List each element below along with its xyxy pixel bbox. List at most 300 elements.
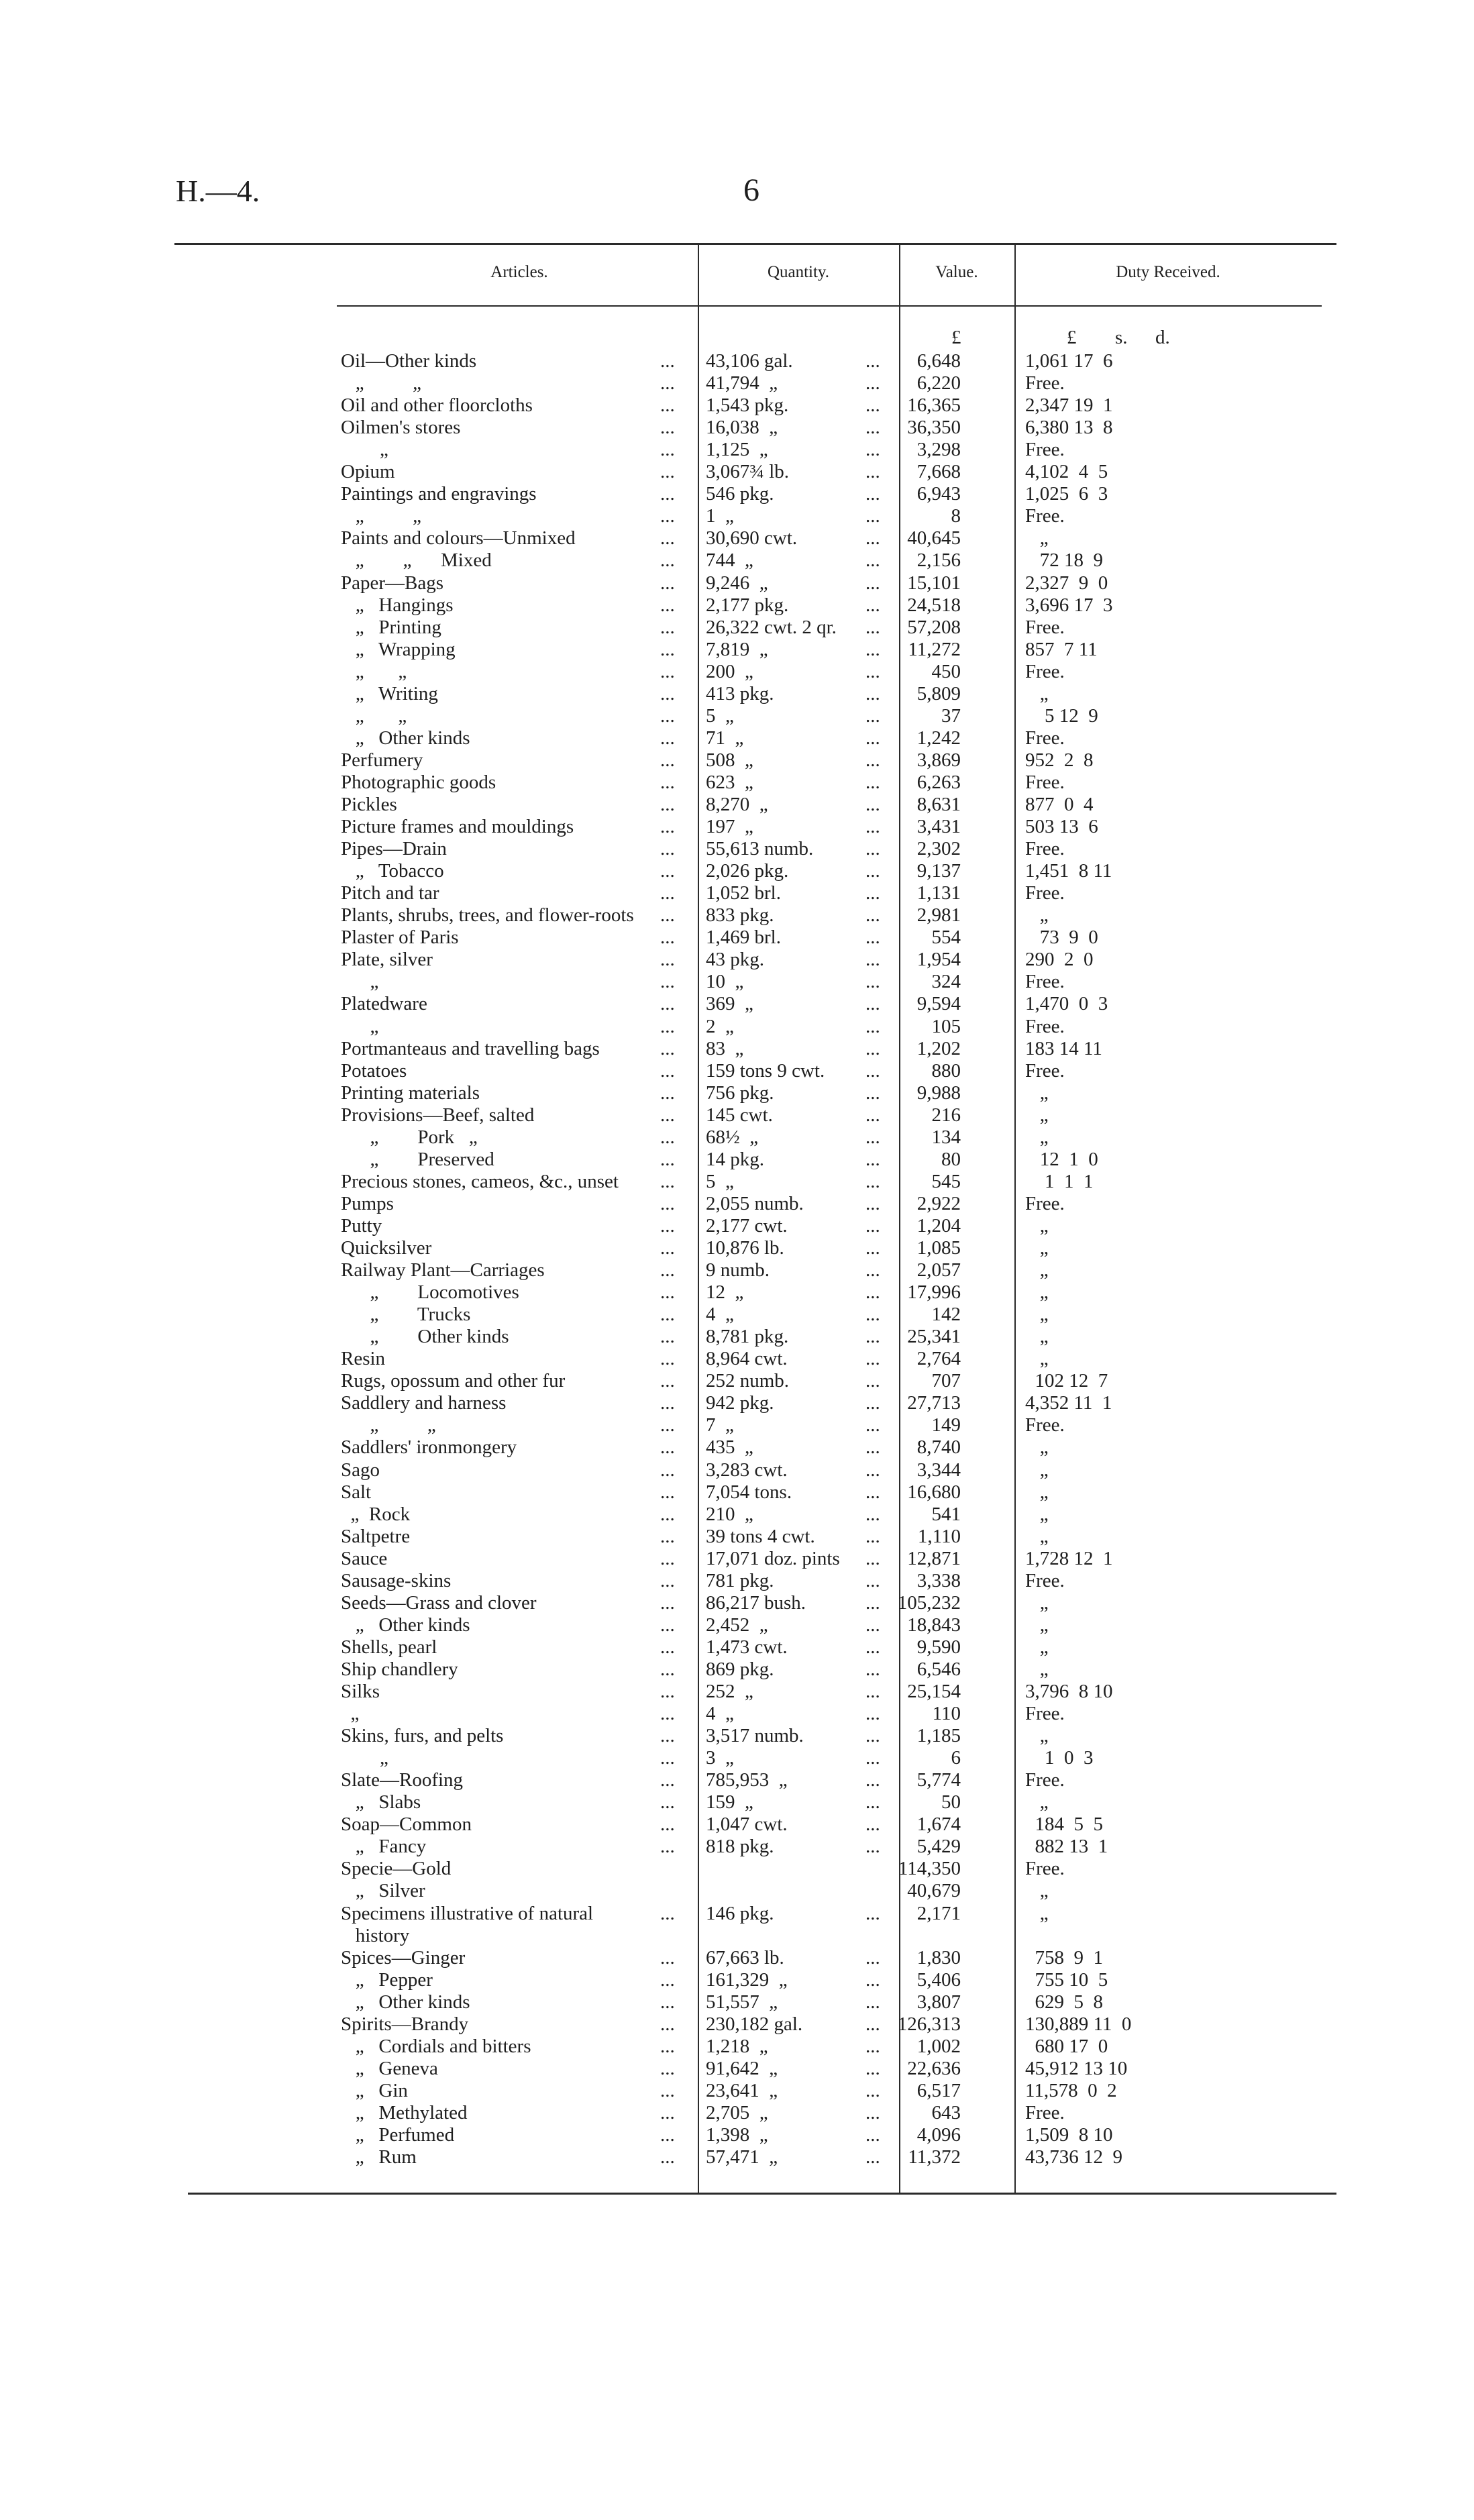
- duty-cell: 4,102 4 5: [1025, 461, 1108, 482]
- leader-dots: ...: [865, 1548, 880, 1569]
- article-name: Oilmen's stores: [341, 417, 461, 438]
- table-row: [0, 1769, 1474, 1791]
- quantity-cell: 756 pkg.: [706, 1082, 774, 1104]
- value-cell: 8: [951, 505, 961, 527]
- table-row: [0, 1614, 1474, 1636]
- leader-dots: ...: [865, 2102, 880, 2123]
- duty-cell: „: [1025, 1791, 1049, 1813]
- quantity-cell: 39 tons 4 cwt.: [706, 1526, 815, 1547]
- duty-cell: Free.: [1025, 882, 1065, 904]
- quantity-cell: 1,398 „: [706, 2124, 768, 2146]
- leader-dots: ...: [865, 461, 880, 482]
- article-name: „ Silver: [341, 1880, 425, 1901]
- leader-dots: ...: [865, 1769, 880, 1791]
- article-name: „ Other kinds: [341, 1991, 470, 2013]
- leader-dots: ...: [865, 971, 880, 992]
- article-name: Railway Plant—Carriages: [341, 1259, 545, 1281]
- leader-dots: ...: [660, 1791, 675, 1813]
- leader-dots: ...: [660, 483, 675, 505]
- value-cell: 2,156: [916, 549, 961, 571]
- leader-dots: ...: [865, 860, 880, 882]
- article-name: Plants, shrubs, trees, and flower-roots: [341, 904, 634, 926]
- duty-cell: Free.: [1025, 1060, 1065, 1082]
- leader-dots: ...: [865, 1836, 880, 1857]
- quantity-cell: 159 „: [706, 1791, 753, 1813]
- article-name: Rugs, opossum and other fur: [341, 1370, 566, 1392]
- leader-dots: ...: [865, 1193, 880, 1214]
- currency-pounds-symbol: £: [1067, 327, 1077, 348]
- value-cell: 3,431: [916, 816, 961, 837]
- table-row: [0, 1659, 1474, 1681]
- leader-dots: ...: [865, 1991, 880, 2013]
- duty-cell: Free.: [1025, 1858, 1065, 1879]
- duty-cell: „: [1025, 1215, 1049, 1237]
- leader-dots: ...: [865, 794, 880, 815]
- quantity-cell: 8,781 pkg.: [706, 1326, 789, 1347]
- duty-cell: 1 0 3: [1025, 1747, 1094, 1769]
- value-cell: 9,988: [916, 1082, 961, 1104]
- duty-cell: Free.: [1025, 1703, 1065, 1724]
- article-name: Saltpetre: [341, 1526, 411, 1547]
- duty-cell: „: [1025, 1636, 1049, 1658]
- table-row: [0, 1504, 1474, 1526]
- quantity-cell: 8,270 „: [706, 794, 768, 815]
- value-cell: 3,298: [916, 439, 961, 460]
- value-cell: 2,302: [916, 838, 961, 859]
- article-name: Pipes—Drain: [341, 838, 447, 859]
- duty-cell: „: [1025, 1903, 1049, 1924]
- leader-dots: ...: [660, 617, 675, 638]
- leader-dots: ...: [660, 1947, 675, 1968]
- table-row: [0, 1149, 1474, 1171]
- value-cell: 1,131: [916, 882, 961, 904]
- value-cell: 1,085: [916, 1237, 961, 1259]
- leader-dots: ...: [660, 1526, 675, 1547]
- article-name: „: [341, 971, 379, 992]
- value-cell: 24,518: [907, 594, 961, 616]
- quantity-cell: 2,177 pkg.: [706, 594, 789, 616]
- article-name: Spices—Ginger: [341, 1947, 466, 1968]
- value-cell: 1,185: [916, 1725, 961, 1746]
- quantity-cell: 7,819 „: [706, 639, 768, 660]
- article-name: „ Perfumed: [341, 2124, 455, 2146]
- leader-dots: ...: [660, 1016, 675, 1037]
- value-cell: 16,365: [907, 395, 961, 416]
- table-row: [0, 971, 1474, 993]
- value-cell: 2,764: [916, 1348, 961, 1369]
- duty-cell: „: [1025, 1259, 1049, 1281]
- quantity-cell: 413 pkg.: [706, 683, 774, 704]
- leader-dots: ...: [865, 372, 880, 394]
- article-name: „ „: [341, 1414, 436, 1436]
- table-row: [0, 1681, 1474, 1703]
- table-row: [0, 1570, 1474, 1592]
- article-name: „ Trucks: [341, 1304, 471, 1325]
- duty-cell: Free.: [1025, 505, 1065, 527]
- value-cell: 8,740: [916, 1436, 961, 1458]
- quantity-cell: 83 „: [706, 1038, 744, 1059]
- quantity-cell: 67,663 lb.: [706, 1947, 784, 1968]
- duty-cell: Free.: [1025, 1016, 1065, 1037]
- article-name: Sago: [341, 1459, 380, 1481]
- article-name: Opium: [341, 461, 395, 482]
- quantity-cell: 781 pkg.: [706, 1570, 774, 1591]
- value-cell: 450: [931, 661, 961, 682]
- leader-dots: ...: [865, 882, 880, 904]
- table-row: [0, 1104, 1474, 1126]
- currency-shillings-symbol: s.: [1115, 327, 1128, 348]
- value-cell: 1,242: [916, 727, 961, 749]
- leader-dots: ...: [865, 1149, 880, 1170]
- table-row: [0, 1947, 1474, 1969]
- table-row: [0, 461, 1474, 483]
- value-cell: 1,204: [916, 1215, 961, 1237]
- leader-dots: ...: [660, 1215, 675, 1237]
- leader-dots: ...: [660, 1392, 675, 1414]
- table-row: [0, 1038, 1474, 1060]
- duty-cell: 1,470 0 3: [1025, 993, 1108, 1014]
- duty-cell: 102 12 7: [1025, 1370, 1108, 1392]
- leader-dots: ...: [660, 1038, 675, 1059]
- table-row: [0, 1326, 1474, 1348]
- article-name: Photographic goods: [341, 772, 496, 793]
- leader-dots: ...: [660, 1681, 675, 1702]
- quantity-cell: 26,322 cwt. 2 qr.: [706, 617, 837, 638]
- table-row: [0, 2146, 1474, 2168]
- quantity-cell: 30,690 cwt.: [706, 527, 798, 549]
- table-row: [0, 1636, 1474, 1659]
- table-row: [0, 1791, 1474, 1814]
- value-cell: 9,137: [916, 860, 961, 882]
- leader-dots: ...: [660, 816, 675, 837]
- leader-dots: ...: [660, 904, 675, 926]
- leader-dots: ...: [660, 882, 675, 904]
- value-cell: 80: [941, 1149, 961, 1170]
- value-cell: 5,774: [916, 1769, 961, 1791]
- leader-dots: ...: [865, 1504, 880, 1525]
- article-name: Saddlery and harness: [341, 1392, 507, 1414]
- quantity-cell: 2,055 numb.: [706, 1193, 804, 1214]
- leader-dots: ...: [865, 1060, 880, 1082]
- duty-cell: „: [1025, 1104, 1049, 1126]
- value-cell: 1,954: [916, 949, 961, 970]
- value-cell: 3,338: [916, 1570, 961, 1591]
- leader-dots: ...: [660, 1991, 675, 2013]
- table-row: [0, 617, 1474, 639]
- duty-cell: 1,061 17 6: [1025, 350, 1113, 372]
- table-row: [0, 1304, 1474, 1326]
- value-cell: 1,830: [916, 1947, 961, 1968]
- quantity-cell: 68½ „: [706, 1126, 759, 1148]
- article-name: Silks: [341, 1681, 380, 1702]
- leader-dots: ...: [865, 1592, 880, 1614]
- article-name: „ Locomotives: [341, 1281, 519, 1303]
- duty-cell: 73 9 0: [1025, 927, 1098, 948]
- table-row: [0, 2058, 1474, 2080]
- quantity-cell: 43 pkg.: [706, 949, 764, 970]
- duty-cell: „: [1025, 1436, 1049, 1458]
- duty-cell: 758 9 1: [1025, 1947, 1103, 1968]
- quantity-cell: 252 numb.: [706, 1370, 790, 1392]
- value-cell: 11,272: [908, 639, 961, 660]
- duty-cell: „: [1025, 1304, 1049, 1325]
- leader-dots: ...: [660, 1903, 675, 1924]
- duty-cell: 857 7 11: [1025, 639, 1098, 660]
- leader-dots: ...: [865, 2080, 880, 2101]
- table-row: [0, 838, 1474, 860]
- leader-dots: ...: [865, 439, 880, 460]
- leader-dots: ...: [660, 1592, 675, 1614]
- leader-dots: ...: [660, 1348, 675, 1369]
- article-name: „ Wrapping: [341, 639, 456, 660]
- quantity-cell: 869 pkg.: [706, 1659, 774, 1680]
- article-name: „ Pepper: [341, 1969, 433, 1991]
- duty-cell: „: [1025, 1526, 1049, 1547]
- quantity-cell: 1,469 brl.: [706, 927, 781, 948]
- value-cell: 16,680: [907, 1481, 961, 1503]
- leader-dots: ...: [660, 1082, 675, 1104]
- table-row: [0, 772, 1474, 794]
- bottom-rule: [188, 2193, 1336, 2195]
- currency-value-symbol: £: [951, 327, 961, 348]
- value-cell: 324: [931, 971, 961, 992]
- leader-dots: ...: [660, 1126, 675, 1148]
- leader-dots: ...: [865, 549, 880, 571]
- leader-dots: ...: [865, 1215, 880, 1237]
- table-row: [0, 1082, 1474, 1104]
- leader-dots: ...: [660, 594, 675, 616]
- quantity-cell: 43,106 gal.: [706, 350, 793, 372]
- leader-dots: ...: [865, 993, 880, 1014]
- table-row: [0, 882, 1474, 904]
- duty-cell: „: [1025, 1659, 1049, 1680]
- quantity-cell: 16,038 „: [706, 417, 778, 438]
- value-cell: 643: [931, 2102, 961, 2123]
- table-row: [0, 2013, 1474, 2036]
- value-cell: 3,344: [916, 1459, 961, 1481]
- leader-dots: ...: [660, 417, 675, 438]
- value-cell: 105: [931, 1016, 961, 1037]
- duty-cell: „: [1025, 1614, 1049, 1636]
- value-cell: 9,590: [916, 1636, 961, 1658]
- quantity-cell: 1 „: [706, 505, 734, 527]
- table-row: [0, 1392, 1474, 1414]
- leader-dots: ...: [865, 1237, 880, 1259]
- leader-dots: ...: [865, 594, 880, 616]
- leader-dots: ...: [865, 395, 880, 416]
- duty-cell: „: [1025, 1326, 1049, 1347]
- duty-cell: 45,912 13 10: [1025, 2058, 1128, 2079]
- leader-dots: ...: [865, 1681, 880, 1702]
- leader-dots: ...: [660, 1570, 675, 1591]
- quantity-cell: 546 pkg.: [706, 483, 774, 505]
- value-cell: 707: [931, 1370, 961, 1392]
- article-name: „: [341, 1703, 360, 1724]
- leader-dots: ...: [660, 1326, 675, 1347]
- article-name: „ Methylated: [341, 2102, 468, 2123]
- value-cell: 17,996: [907, 1281, 961, 1303]
- table-row: [0, 1526, 1474, 1548]
- duty-cell: 680 17 0: [1025, 2036, 1108, 2057]
- article-name: Platedware: [341, 993, 427, 1014]
- quantity-cell: 833 pkg.: [706, 904, 774, 926]
- duty-cell: „: [1025, 1348, 1049, 1369]
- quantity-cell: 3,067¾ lb.: [706, 461, 790, 482]
- leader-dots: ...: [865, 1481, 880, 1503]
- leader-dots: ...: [660, 1414, 675, 1436]
- value-cell: 5,809: [916, 683, 961, 704]
- leader-dots: ...: [865, 1969, 880, 1991]
- table-row: [0, 639, 1474, 661]
- table-row: [0, 417, 1474, 439]
- article-name: Seeds—Grass and clover: [341, 1592, 537, 1614]
- leader-dots: ...: [660, 683, 675, 704]
- duty-cell: „: [1025, 527, 1049, 549]
- leader-dots: ...: [660, 1548, 675, 1569]
- value-cell: 114,350: [898, 1858, 961, 1879]
- article-name: Putty: [341, 1215, 382, 1237]
- leader-dots: ...: [660, 1149, 675, 1170]
- duty-cell: Free.: [1025, 661, 1065, 682]
- leader-dots: ...: [865, 350, 880, 372]
- value-cell: 142: [931, 1304, 961, 1325]
- duty-cell: „: [1025, 1725, 1049, 1746]
- table-row: [0, 1348, 1474, 1370]
- table-row: [0, 1858, 1474, 1880]
- value-cell: 50: [941, 1791, 961, 1813]
- duty-cell: Free.: [1025, 838, 1065, 859]
- duty-cell: 6,380 13 8: [1025, 417, 1113, 438]
- leader-dots: ...: [660, 395, 675, 416]
- duty-cell: Free.: [1025, 772, 1065, 793]
- quantity-cell: 86,217 bush.: [706, 1592, 806, 1614]
- quantity-cell: 200 „: [706, 661, 753, 682]
- table-row: [0, 705, 1474, 727]
- quantity-cell: 252 „: [706, 1681, 753, 1702]
- document-reference: H.—4.: [176, 174, 260, 208]
- article-name: Perfumery: [341, 749, 423, 771]
- leader-dots: ...: [865, 838, 880, 859]
- article-name: Portmanteaus and travelling bags: [341, 1038, 600, 1059]
- table-row: [0, 1193, 1474, 1215]
- leader-dots: ...: [865, 1814, 880, 1835]
- value-cell: 554: [931, 927, 961, 948]
- column-header-value: Value.: [935, 263, 978, 281]
- article-name: Saddlers' ironmongery: [341, 1436, 517, 1458]
- leader-dots: ...: [660, 705, 675, 727]
- duty-cell: 1,451 8 11: [1025, 860, 1112, 882]
- duty-cell: 1 1 1: [1025, 1171, 1094, 1192]
- value-cell: 545: [931, 1171, 961, 1192]
- table-row: [0, 1969, 1474, 1991]
- article-name: Potatoes: [341, 1060, 407, 1082]
- leader-dots: ...: [660, 1370, 675, 1392]
- leader-dots: ...: [865, 1414, 880, 1436]
- duty-cell: Free.: [1025, 1570, 1065, 1591]
- article-name: Paints and colours—Unmixed: [341, 527, 576, 549]
- duty-cell: 2,327 9 0: [1025, 572, 1108, 594]
- table-row: [0, 372, 1474, 395]
- leader-dots: ...: [865, 639, 880, 660]
- article-name: Printing materials: [341, 1082, 480, 1104]
- leader-dots: ...: [865, 1104, 880, 1126]
- duty-cell: „: [1025, 1082, 1049, 1104]
- value-cell: 9,594: [916, 993, 961, 1014]
- leader-dots: ...: [660, 1614, 675, 1636]
- duty-cell: „: [1025, 1504, 1049, 1525]
- value-cell: 18,843: [907, 1614, 961, 1636]
- leader-dots: ...: [865, 727, 880, 749]
- leader-dots: ...: [660, 993, 675, 1014]
- leader-dots: ...: [865, 2058, 880, 2079]
- article-name: „ Preserved: [341, 1149, 494, 1170]
- value-cell: 1,674: [916, 1814, 961, 1835]
- leader-dots: ...: [865, 1392, 880, 1414]
- leader-dots: ...: [660, 372, 675, 394]
- duty-cell: 952 2 8: [1025, 749, 1094, 771]
- duty-cell: 755 10 5: [1025, 1969, 1108, 1991]
- leader-dots: ...: [865, 816, 880, 837]
- leader-dots: ...: [660, 1060, 675, 1082]
- leader-dots: ...: [660, 1193, 675, 1214]
- table-row: [0, 1592, 1474, 1614]
- value-cell: 5,406: [916, 1969, 961, 1991]
- value-cell: 6: [951, 1747, 961, 1769]
- table-row: [0, 1481, 1474, 1504]
- table-row: [0, 1747, 1474, 1769]
- leader-dots: ...: [865, 1038, 880, 1059]
- quantity-cell: 146 pkg.: [706, 1903, 774, 1924]
- quantity-cell: 41,794 „: [706, 372, 778, 394]
- article-name: „ „: [341, 372, 421, 394]
- quantity-cell: 8,964 cwt.: [706, 1348, 788, 1369]
- article-name: Specimens illustrative of natural: [341, 1903, 594, 1924]
- duty-cell: 290 2 0: [1025, 949, 1094, 970]
- leader-dots: ...: [660, 1747, 675, 1769]
- leader-dots: ...: [660, 2013, 675, 2035]
- leader-dots: ...: [865, 661, 880, 682]
- duty-cell: 1,728 12 1: [1025, 1548, 1113, 1569]
- leader-dots: ...: [865, 1747, 880, 1769]
- duty-cell: 183 14 11: [1025, 1038, 1102, 1059]
- article-name: Skins, furs, and pelts: [341, 1725, 504, 1746]
- article-name: „ Hangings: [341, 594, 454, 616]
- leader-dots: ...: [660, 1969, 675, 1991]
- leader-dots: ...: [660, 1814, 675, 1835]
- duty-cell: 11,578 0 2: [1025, 2080, 1117, 2101]
- duty-cell: „: [1025, 1237, 1049, 1259]
- value-cell: 216: [931, 1104, 961, 1126]
- table-row: [0, 1925, 1474, 1947]
- quantity-cell: 9,246 „: [706, 572, 768, 594]
- leader-dots: ...: [660, 1259, 675, 1281]
- table-row: [0, 1991, 1474, 2013]
- quantity-cell: 4 „: [706, 1304, 734, 1325]
- article-name: „ Gin: [341, 2080, 408, 2101]
- page-number: 6: [743, 172, 759, 208]
- leader-dots: ...: [865, 705, 880, 727]
- article-name: „ Rock: [341, 1504, 411, 1525]
- value-cell: 6,546: [916, 1659, 961, 1680]
- duty-cell: 130,889 11 0: [1025, 2013, 1132, 2035]
- leader-dots: ...: [660, 439, 675, 460]
- table-row: [0, 1281, 1474, 1304]
- table-row: [0, 505, 1474, 527]
- leader-dots: ...: [660, 549, 675, 571]
- table-row: [0, 816, 1474, 838]
- article-name: Ship chandlery: [341, 1659, 458, 1680]
- value-cell: 57,208: [907, 617, 961, 638]
